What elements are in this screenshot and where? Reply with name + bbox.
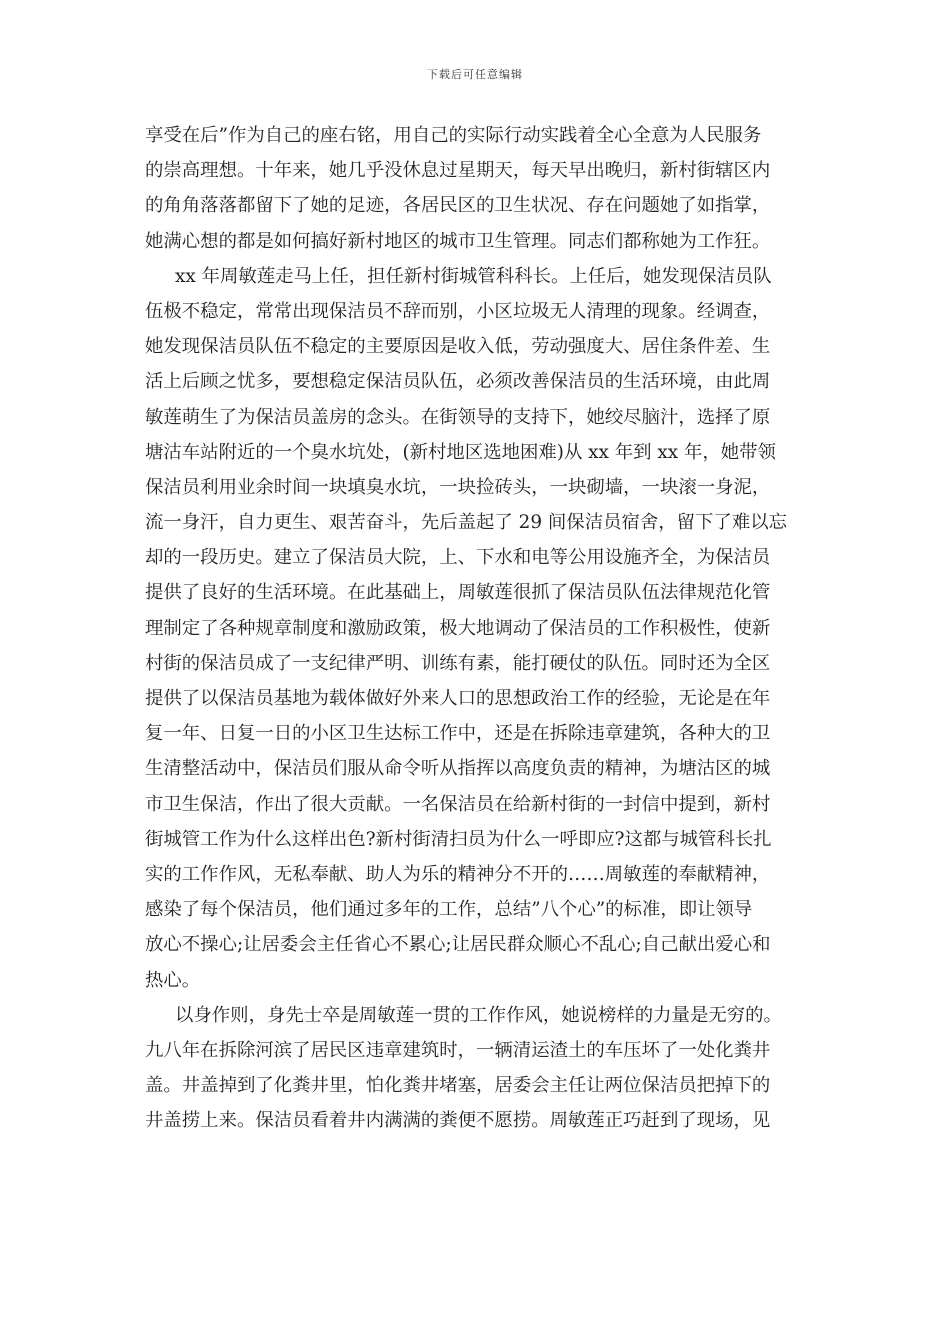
text-line: 热心。	[145, 969, 201, 991]
paragraph-2	[145, 259, 809, 998]
text-line: 井盖捞上来。保洁员看着井内满满的粪便不愿捞。周敏莲正巧赶到了现场，见	[145, 1110, 771, 1132]
text-line: xx 年周敏莲走马上任，担任新村街城管科科长。上任后，她发现保洁员队	[175, 265, 772, 287]
text-line: 享受在后”作为自己的座右铭，用自己的实际行动实践着全心全意为人民服务	[145, 125, 762, 146]
text-line: 村街的保洁员成了一支纪律严明、训练有素，能打硬仗的队伍。同时还为全区	[145, 652, 771, 674]
text-line: 她满心想的都是如何搞好新村地区的城市卫生管理。同志们都称她为工作狂。	[145, 230, 771, 252]
document-body	[145, 118, 809, 1138]
paragraph-1	[145, 118, 809, 259]
text-line: 理制定了各种规章制度和激励政策，极大地调动了保洁员的工作积极性，使新	[145, 617, 771, 639]
text-line: 的角角落落都留下了她的足迹，各居民区的卫生状况、存在问题她了如指掌，	[145, 195, 771, 217]
text-line: 塘沽车站附近的一个臭水坑处，(新村地区选地困难)从 xx 年到 xx 年，她带领	[145, 441, 776, 463]
text-line: 的崇高理想。十年来，她几乎没休息过星期天，每天早出晚归，新村街辖区内	[145, 160, 771, 182]
paragraph-3	[145, 998, 809, 1139]
text-line: 街城管工作为什么这样出色?新村街清扫员为什么一呼即应?这都与城管科长扎	[145, 828, 772, 850]
text-line: 提供了以保洁员基地为载体做好外来人口的思想政治工作的经验，无论是在年	[145, 688, 771, 709]
text-line: 生清整活动中，保洁员们服从命令听从指挥以高度负责的精神，为塘沽区的城	[145, 758, 771, 780]
text-line: 市卫生保洁，作出了很大贡献。一名保洁员在给新村街的一封信中提到，新村	[145, 793, 771, 815]
text-line: 提供了良好的生活环境。在此基础上，周敏莲很抓了保洁员队伍法律规范化管	[145, 582, 771, 604]
text-line: 以身作则，身先士卒是周敏莲一贯的工作作风，她说榜样的力量是无穷的。	[175, 1004, 782, 1026]
text-line: 活上后顾之忧多，要想稳定保洁员队伍，必须改善保洁员的生活环境，由此周	[145, 371, 771, 393]
text-line: 实的工作作风，无私奉献、助人为乐的精神分不开的……周敏莲的奉献精神，	[145, 863, 771, 885]
text-line: 她发现保洁员队伍不稳定的主要原因是收入低，劳动强度大、居住条件差、生	[145, 336, 771, 358]
text-line: 放心不操心;让居委会主任省心不累心;让居民群众顺心不乱心;自己献出爱心和	[145, 934, 771, 956]
text-line: 盖。井盖掉到了化粪井里，怕化粪井堵塞，居委会主任让两位保洁员把掉下的	[145, 1075, 771, 1097]
text-line: 流一身汗，自力更生、艰苦奋斗，先后盖起了 29 间保洁员宿舍，留下了难以忘	[145, 512, 787, 534]
text-line: 感染了每个保洁员，他们通过多年的工作，总结”八个心”的标准，即让领导	[145, 899, 753, 921]
text-line: 伍极不稳定，常常出现保洁员不辞而别，小区垃圾无人清理的现象。经调查，	[145, 300, 771, 322]
text-line: 复一年、日复一日的小区卫生达标工作中，还是在拆除违章建筑，各种大的卫	[145, 723, 771, 745]
text-line: 九八年在拆除河滨了居民区违章建筑时，一辆清运渣土的车压坏了一处化粪井	[145, 1039, 771, 1061]
text-line: 保洁员利用业余时间一块填臭水坑，一块捡砖头，一块砌墙，一块滚一身泥，	[145, 476, 771, 498]
text-line: 却的一段历史。建立了保洁员大院，上、下水和电等公用设施齐全，为保洁员	[145, 547, 771, 569]
page-header: 下载后可任意编辑	[427, 68, 523, 81]
text-line: 敏莲萌生了为保洁员盖房的念头。在街领导的支持下，她绞尽脑汁，选择了原	[145, 406, 771, 428]
